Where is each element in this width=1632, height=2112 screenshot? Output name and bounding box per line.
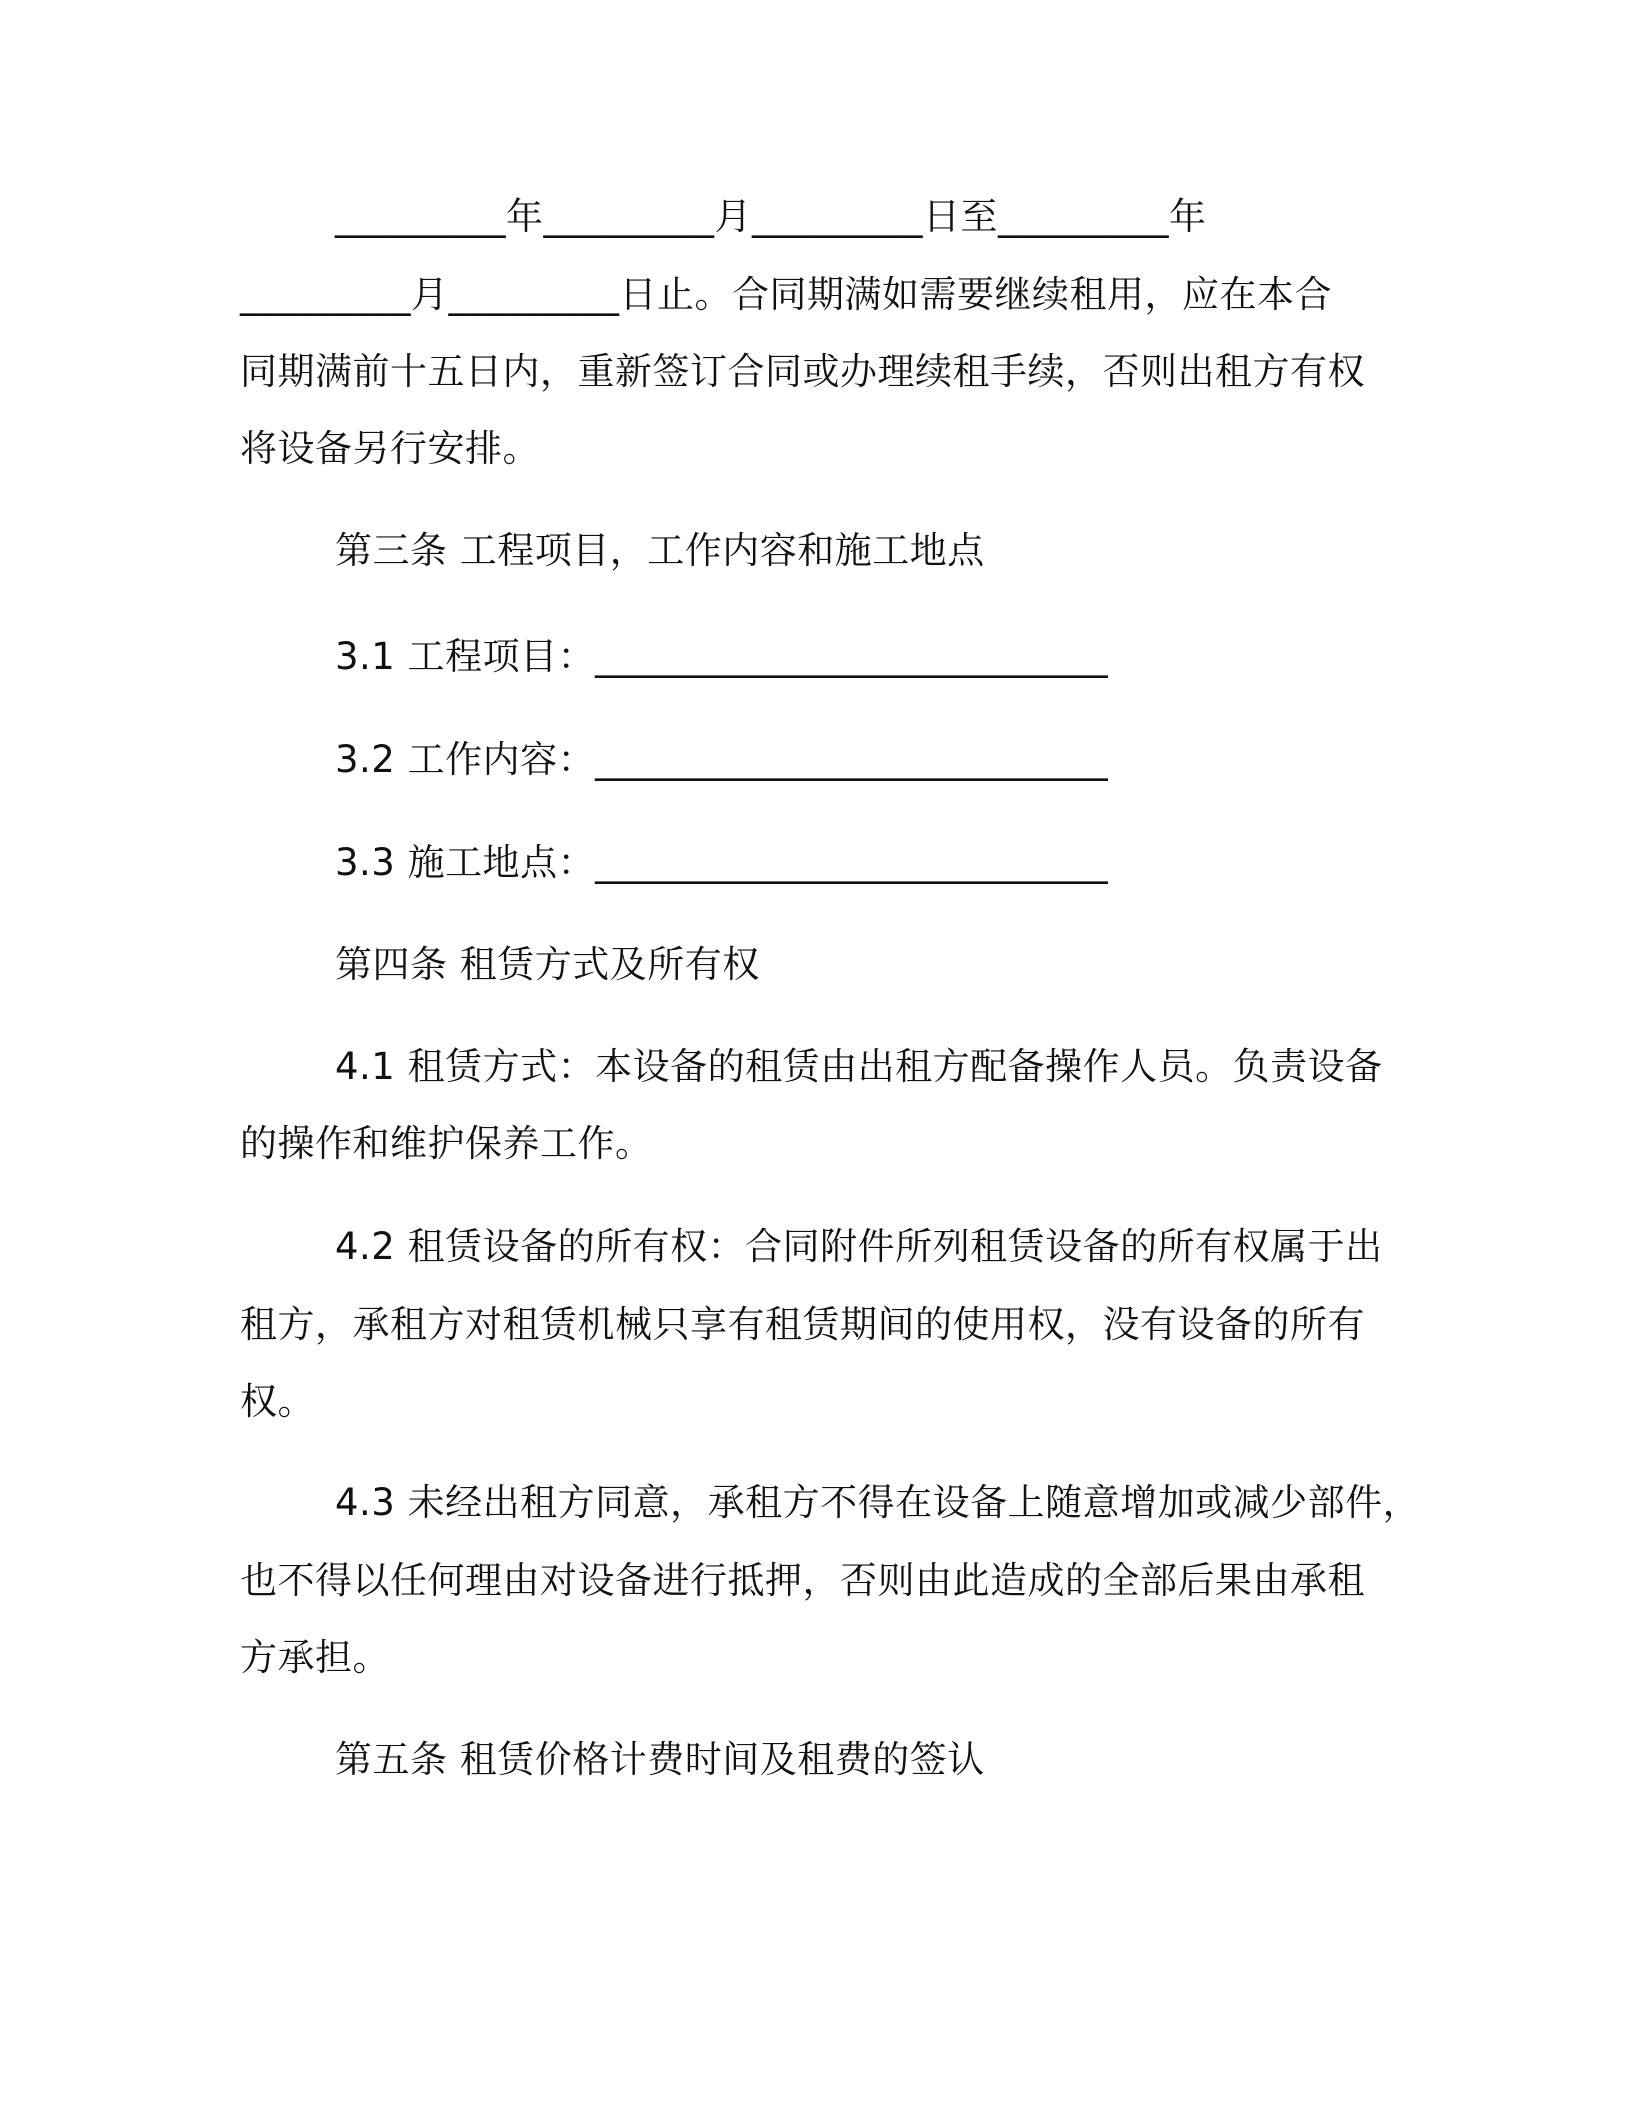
rental-period-dates-line: _________年_________月_________日至_________年 — [335, 195, 1207, 238]
construction-site-field: 3.3 施工地点：___________________________ — [335, 841, 1109, 884]
clause-4-3-line-2: 也不得以任何理由对设备进行抵押，否则由此造成的全部后果由承租 — [240, 1559, 1365, 1602]
article-three-heading: 第三条 工程项目，工作内容和施工地点 — [335, 529, 985, 572]
clause-4-2-line-1: 4.2 租赁设备的所有权：合同附件所列租赁设备的所有权属于出 — [335, 1225, 1383, 1268]
renewal-clause-line: 同期满前十五日内，重新签订合同或办理续租手续，否则出租方有权 — [240, 350, 1365, 393]
clause-4-3-line-1: 4.3 未经出租方同意，承租方不得在设备上随意增加或减少部件， — [335, 1481, 1421, 1524]
renewal-clause-end-line: 将设备另行安排。 — [240, 427, 540, 470]
clause-4-1-line-1: 4.1 租赁方式：本设备的租赁由出租方配备操作人员。负责设备 — [335, 1045, 1383, 1088]
article-four-heading: 第四条 租赁方式及所有权 — [335, 943, 760, 986]
rental-period-end-line: _________月_________日止。合同期满如需要继续租用，应在本合 — [240, 273, 1332, 316]
clause-4-1-line-2: 的操作和维护保养工作。 — [240, 1122, 653, 1165]
clause-4-3-line-3: 方承担。 — [240, 1636, 390, 1679]
work-content-field: 3.2 工作内容：___________________________ — [335, 738, 1109, 781]
clause-4-2-line-2: 租方，承租方对租赁机械只享有租赁期间的使用权，没有设备的所有 — [240, 1303, 1365, 1346]
project-name-field: 3.1 工程项目：___________________________ — [335, 635, 1109, 678]
article-five-heading: 第五条 租赁价格计费时间及租费的签认 — [335, 1738, 985, 1781]
clause-4-2-line-3: 权。 — [240, 1380, 315, 1423]
